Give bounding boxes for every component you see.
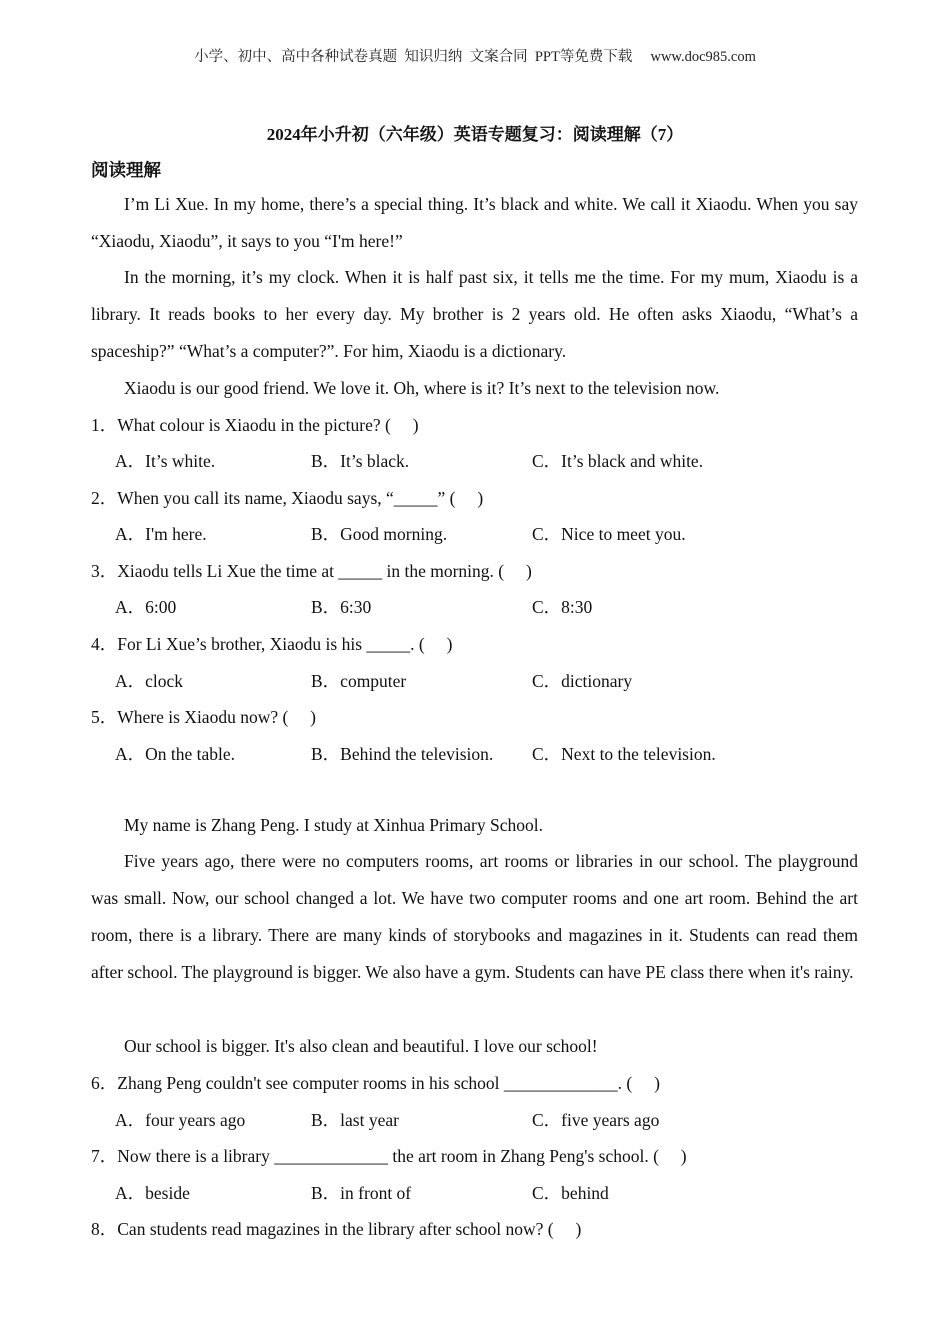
q2-option-c[interactable]: C．Nice to meet you. (532, 524, 686, 544)
q5-option-c[interactable]: C．Next to the television. (532, 744, 716, 764)
question-1: 1．What colour is Xiaodu in the picture? ( ) (91, 415, 419, 435)
q2-option-b[interactable]: B．Good morning. (311, 524, 448, 544)
question-5: 5．Where is Xiaodu now? ( ) (91, 707, 317, 727)
q6-option-b[interactable]: B．last year (311, 1110, 399, 1130)
question-8: 8．Can students read magazines in the library after school now? ( ) (91, 1219, 582, 1239)
section-label: 阅读理解 (91, 160, 161, 180)
question-4: 4．For Li Xue’s brother, Xiaodu is his _____. ( ) (91, 634, 453, 654)
q1-option-c[interactable]: C．It’s black and white. (532, 451, 704, 471)
document-title: 2024年小升初（六年级）英语专题复习：阅读理解（7） (266, 125, 684, 144)
question-6: 6．Zhang Peng couldn't see computer rooms in his school _____________. ( ) (91, 1073, 660, 1093)
q1-option-a[interactable]: A．It’s white. (115, 451, 216, 471)
q7-option-a[interactable]: A．beside (115, 1183, 190, 1203)
passage1-paragraph-2: In the morning, it’s my clock. When it is half past six, it tells me the time. For my mum, Xiaodu is a library. It reads books to her every day. My brother is 2 years old. He often asks Xiaodu, “What’s a spaceship?” “What’s a computer?”. For him, Xiaodu is a dictionary. (91, 267, 858, 361)
q7-option-b[interactable]: B．in front of (311, 1183, 412, 1203)
q3-option-a[interactable]: A．6:00 (115, 597, 177, 617)
question-3: 3．Xiaodu tells Li Xue the time at _____ in the morning. ( ) (91, 561, 532, 581)
passage2-paragraph-2: Five years ago, there were no computers rooms, art rooms or libraries in our school. The playground was small. Now, our school changed a lot. We have two computer rooms and one art room. Behind the art room, there is a library. There are many kinds of storybooks and magazines in it. Students can read them after school. The playground is bigger. We also have a gym. Students can have PE class there when it's rainy. (91, 851, 858, 982)
q3-option-b[interactable]: B．6:30 (311, 597, 372, 617)
q3-option-c[interactable]: C．8:30 (532, 597, 593, 617)
q5-option-b[interactable]: B．Behind the television. (311, 744, 494, 764)
question-7: 7．Now there is a library _____________ the art room in Zhang Peng's school. ( ) (91, 1146, 687, 1166)
passage1-paragraph-3: Xiaodu is our good friend. We love it. Oh, where is it? It’s next to the television now. (124, 378, 720, 398)
q4-option-b[interactable]: B．computer (311, 671, 407, 691)
page-header: 小学、初中、高中各种试卷真题 知识归纳 文案合同 PPT等免费下载 www.doc985.com (194, 49, 756, 65)
q2-option-a[interactable]: A．I'm here. (115, 524, 207, 544)
q5-option-a[interactable]: A．On the table. (115, 744, 236, 764)
q6-option-a[interactable]: A．four years ago (115, 1110, 246, 1130)
q7-option-c[interactable]: C．behind (532, 1183, 609, 1203)
q4-option-c[interactable]: C．dictionary (532, 671, 633, 691)
q1-option-b[interactable]: B．It’s black. (311, 451, 410, 471)
q6-option-c[interactable]: C．five years ago (532, 1110, 660, 1130)
passage2-paragraph-3: Our school is bigger. It's also clean and beautiful. I love our school! (124, 1036, 598, 1056)
passage2-paragraph-1: My name is Zhang Peng. I study at Xinhua Primary School. (124, 815, 543, 835)
q4-option-a[interactable]: A．clock (115, 671, 184, 691)
passage1-paragraph-1: I’m Li Xue. In my home, there’s a special thing. It’s black and white. We call it Xiaodu. When you say “Xiaodu, Xiaodu”, it says to you “I'm here!” (91, 194, 858, 251)
question-2: 2．When you call its name, Xiaodu says, “_____” ( ) (91, 488, 484, 508)
